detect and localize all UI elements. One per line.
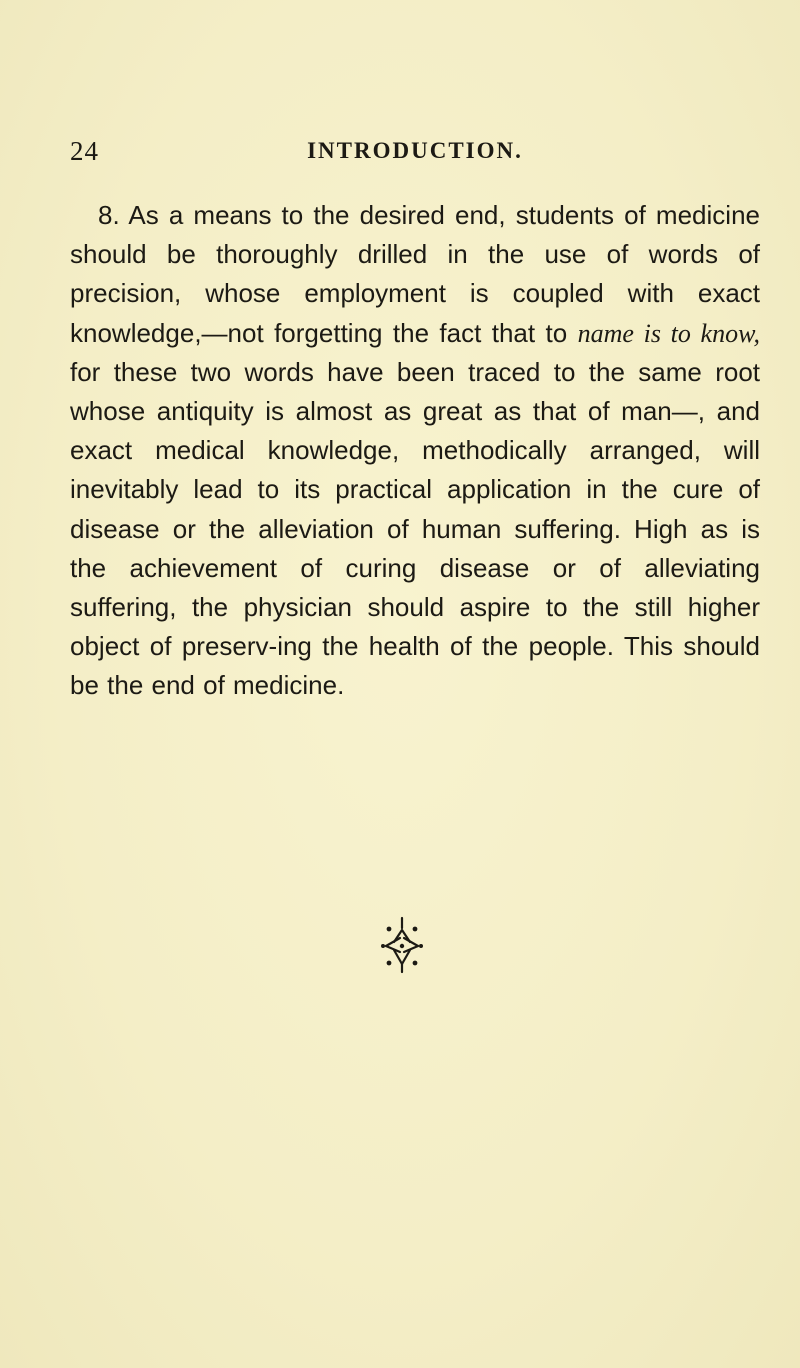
running-head [70, 136, 760, 176]
running-title: INTRODUCTION. [307, 138, 523, 163]
paragraph-text-part1: As a means to the desired end, students of medicine should be thoroughly drilled in the use of words of precision, whose employment is coupled with exact knowledge,—not forgetting the fact that to [70, 200, 760, 348]
paragraph-8 [70, 196, 760, 706]
printers-ornament-icon [380, 914, 424, 976]
page-number: 24 [70, 136, 99, 166]
italic-phrase: name is to know, [577, 318, 760, 348]
paragraph-text-part2: for these two words have been traced to the same root whose antiquity is almost as great as that of man—, and exact medical knowledge, methodically arranged, will inevitably lead to its practical application in the cure of disease or the alleviation of human suffering. High as is the achievement of curing disease or of alleviating suffering, the physician should aspire to the still higher object of preserv-ing the health of the people. This should be the end of medicine. [70, 356, 760, 701]
body-text [70, 196, 760, 706]
paragraph-number: 8. [98, 200, 120, 230]
